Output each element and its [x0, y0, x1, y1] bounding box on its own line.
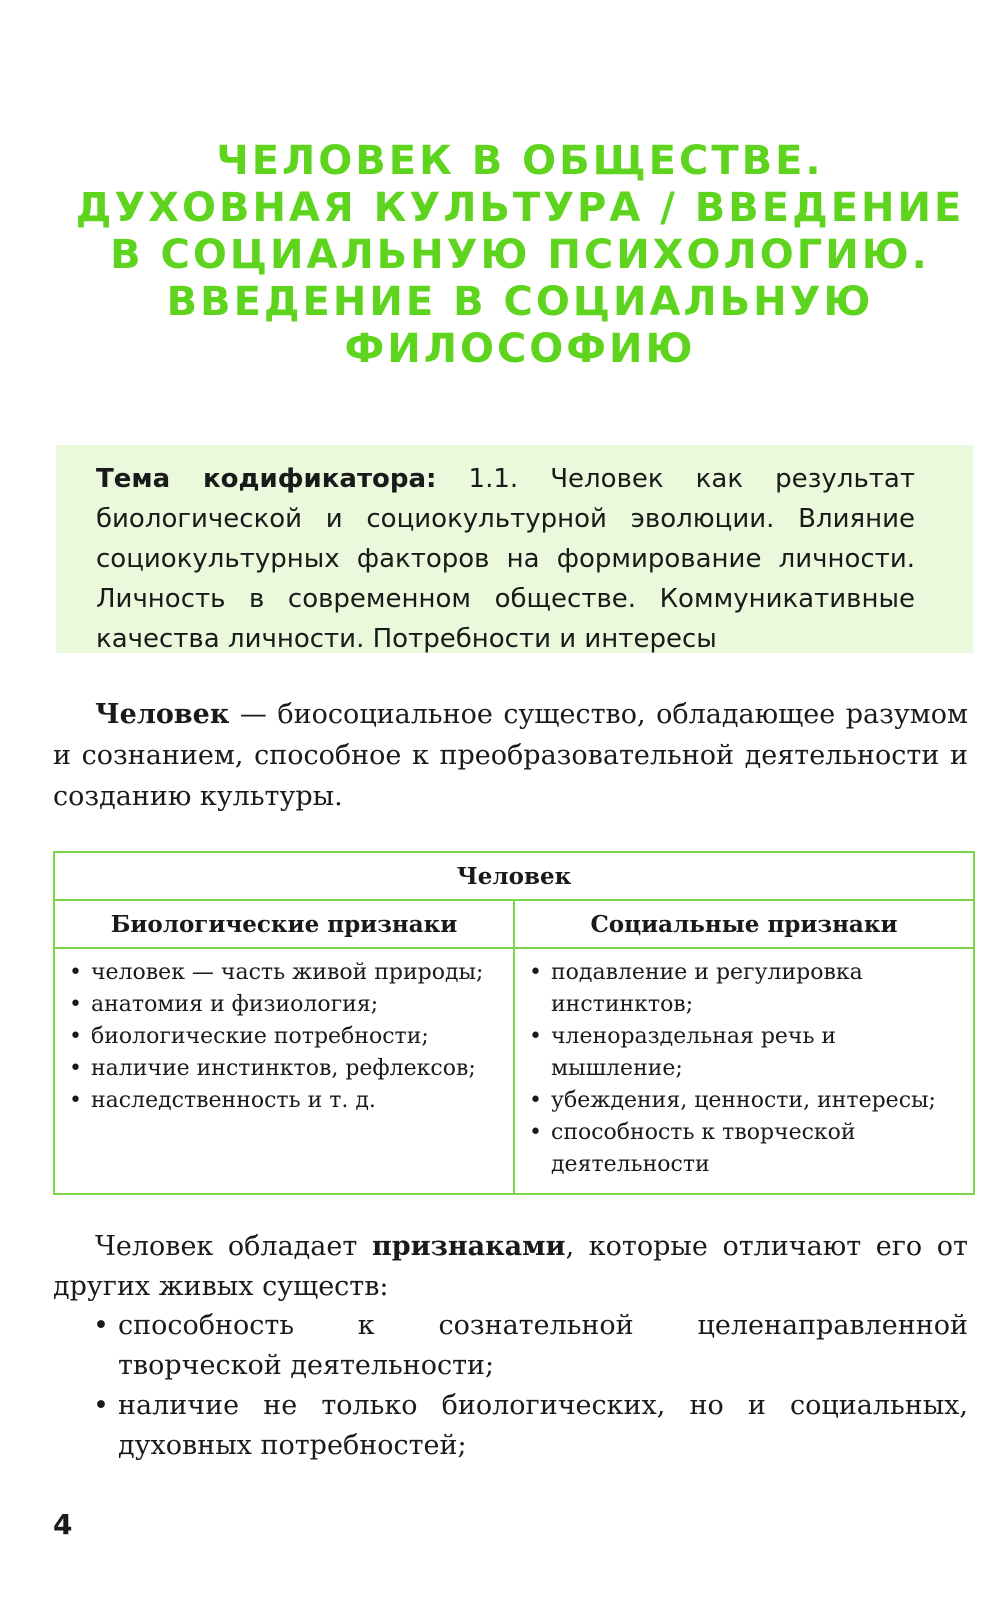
features-intro	[53, 1227, 968, 1307]
features-list	[53, 1306, 968, 1466]
codifier-label: Тема кодификатора:	[96, 464, 437, 494]
definition-text: — биосоциальное существо, обладающее разумом и сознанием, способное к преобразовательной деятельности и созданию культуры.	[53, 699, 968, 812]
table-title: Человек	[54, 852, 974, 900]
list-item: • способность к сознательной целенаправленной творческой деятельности;	[53, 1306, 968, 1386]
intro-end: , которые отличают его от других живых существ:	[53, 1231, 968, 1302]
list-item: • убеждения, ценности, интересы;	[525, 1085, 963, 1117]
intro-bold-term: признаками	[371, 1231, 566, 1262]
chapter-title-line: ВВЕДЕНИЕ В СОЦИАЛЬНУЮ	[166, 279, 874, 325]
definition-term: Человек	[95, 699, 230, 730]
list-item: • способность к творческой деятельности	[525, 1117, 963, 1181]
list-item: • членораздельная речь и мышление;	[525, 1021, 963, 1085]
list-item: • наследственность и т. д.	[65, 1085, 503, 1117]
list-item: • биологические потребности;	[65, 1021, 503, 1053]
social-signs-cell	[514, 948, 974, 1194]
chapter-title-line: ЧЕЛОВЕК В ОБЩЕСТВЕ.	[216, 138, 824, 184]
column-header-social: Социальные признаки	[514, 900, 974, 948]
chapter-title-line: ДУХОВНАЯ КУЛЬТУРА / ВВЕДЕНИЕ	[75, 185, 965, 231]
definition-paragraph	[53, 694, 968, 817]
chapter-title-line: ФИЛОСОФИЮ	[344, 326, 696, 372]
social-signs-list	[525, 957, 963, 1181]
biological-signs-list	[65, 957, 503, 1117]
intro-start: Человек обладает	[95, 1231, 372, 1262]
list-item: • подавление и регулировка инстинктов;	[525, 957, 963, 1021]
list-item: • наличие не только биологических, но и социальных, духовных потребностей;	[53, 1386, 968, 1466]
codifier-topic: 1.1. Человек как результат биологической и социокультурной эволюции. Влияние социокультурных факторов на формирование личности. Личность в современном обществе. Коммуникативные качества личности. Потребности и интересы	[96, 464, 915, 654]
list-item: • человек — часть живой природы;	[65, 957, 503, 989]
codifier-text	[96, 459, 915, 659]
page-number: 4	[53, 1508, 73, 1541]
column-header-biological: Биологические признаки	[54, 900, 514, 948]
chapter-title-line: В СОЦИАЛЬНУЮ ПСИХОЛОГИЮ.	[110, 232, 930, 278]
human-signs-table	[53, 851, 975, 1195]
codifier-box	[56, 445, 973, 653]
list-item: • наличие инстинктов, рефлексов;	[65, 1053, 503, 1085]
chapter-title	[60, 138, 980, 373]
biological-signs-cell	[54, 948, 514, 1194]
list-item: • анатомия и физиология;	[65, 989, 503, 1021]
